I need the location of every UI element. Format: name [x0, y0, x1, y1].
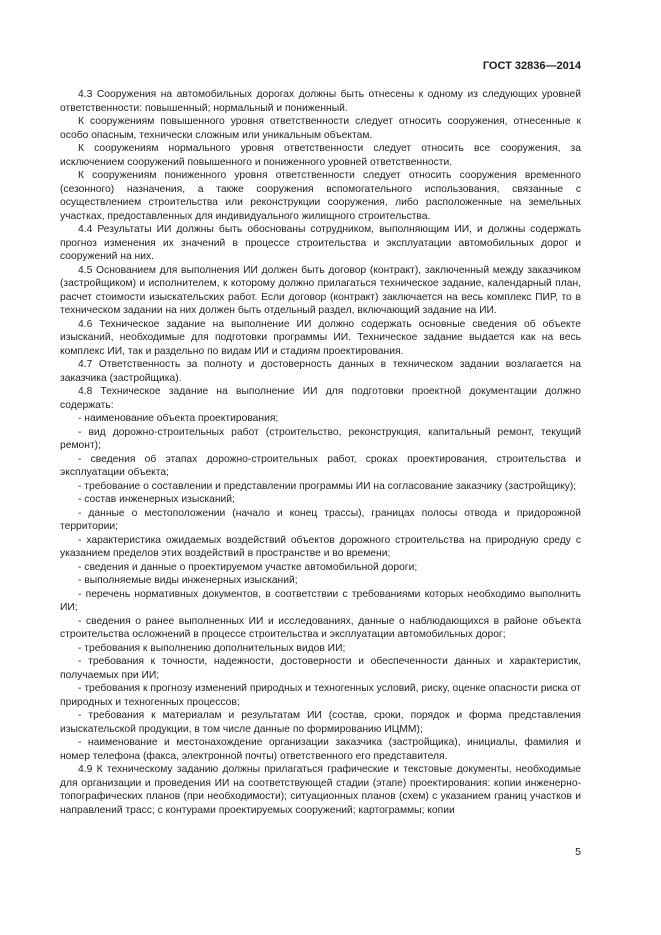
list-item: - требования к выполнению дополнительных видов ИИ; [78, 642, 346, 654]
list-item: - перечень нормативных документов, в соответствии с требованиями которых необходимо выполнить ИИ; [60, 588, 581, 613]
list-item: - требования к точности, надежности, достоверности и обеспеченности данных и характеристик, получаемых при ИИ; [60, 656, 581, 681]
list-item: - сведения и данные о проектируемом участке автомобильной дороги; [78, 561, 418, 573]
page-number: 5 [575, 846, 581, 858]
list-item: - выполняемые виды инженерных изысканий; [78, 575, 298, 586]
paragraph: К сооружениям нормального уровня ответственности следует относить все сооружения, за исключением сооружений повышенного и пониженного уровней ответственности. [60, 143, 581, 168]
list-item: - требования к прогнозу изменений природных и техногенных условий, риску, оценке опасности риска от природных и техногенных процессов; [60, 683, 581, 708]
list-item: - данные о местоположении (начало и конец трассы), границах полосы отвода и придорожной территории; [60, 507, 581, 532]
list-item: - требование о составлении и представлении программы ИИ на согласование заказчику (застройщику); [78, 480, 577, 492]
paragraph: 4.4 Результаты ИИ должны быть обоснованы сотрудником, выполняющим ИИ, и должны содержать прогноз изменения их значений в процессе строительства и эксплуатации автомобильных дорог и сооружений на них. [60, 224, 581, 262]
list-item: - сведения о ранее выполненных ИИ и исследованиях, данные о наблюдающихся в районе объекта строительства осложнений в процессе строительства и эксплуатации автомобильных дорог; [60, 615, 581, 640]
paragraph: К сооружениям повышенного уровня ответственности следует относить сооружения, отнесенные к особо опасным, технически сложным или уникальным объектам. [60, 116, 581, 141]
list-item: - вид дорожно-строительных работ (строительство, реконструкция, капитальный ремонт, текущий ремонт); [60, 426, 581, 451]
paragraph: 4.8 Техническое задание на выполнение ИИ для подготовки проектной документации должно содержать: [60, 386, 581, 411]
paragraph: 4.7 Ответственность за полноту и достоверность данных в техническом задании возлагается на заказчика (застройщика). [60, 359, 581, 384]
document-body [60, 88, 581, 817]
list-item: - характеристика ожидаемых воздействий объектов дорожного строительства на природную среду с указанием пределов этих воздействий в пространстве и во времени; [60, 534, 581, 559]
paragraph: 4.6 Техническое задание на выполнение ИИ должно содержать основные сведения об объекте изысканий, необходимые для подготовки программы ИИ. Техническое задание выдается как на весь комплекс ИИ, так и раздельно по видам ИИ и стадиям проектирования. [60, 318, 581, 357]
paragraph: 4.3 Сооружения на автомобильных дорогах должны быть отнесены к одному из следующих уровней ответственности: повышенный; нормальный и пониженный. [60, 89, 581, 114]
list-item: - наименование объекта проектирования; [78, 413, 279, 424]
standard-code-header: ГОСТ 32836—2014 [482, 60, 581, 72]
list-item: - сведения об этапах дорожно-строительных работ, сроках проектирования, строительства и эксплуатации объекта; [60, 453, 581, 478]
paragraph: К сооружениям пониженного уровня ответственности следует относить сооружения временного (сезонного) назначения, а также сооружения вспомогательного использования, связанные с осуществлением строительства или реконструкции сооружения, либо расположенные на земельных участках, предоставленных для индивидуального жилищного строительства. [60, 170, 581, 222]
list-item: - требования к материалам и результатам ИИ (состав, сроки, порядок и форма представления изыскательской продукции, в том числе данные по формированию ИЦММ); [60, 710, 581, 735]
paragraph: 4.5 Основанием для выполнения ИИ должен быть договор (контракт), заключенный между заказчиком (застройщиком) и исполнителем, к которому должно прилагаться техническое задание, календарный план, расчет стоимости изыскательских работ. Если договор (контракт) заключается на весь комплекс ПИР, то в техническом задании на них должен быть отдельный раздел, включающий задание на ИИ. [60, 264, 581, 316]
list-item: - состав инженерных изысканий; [78, 494, 235, 505]
list-item: - наименование и местонахождение организации заказчика (застройщика), инициалы, фамилия и номер телефона (факса, электронной почты) ответственного его представителя. [60, 737, 581, 762]
paragraph: 4.9 К техническому заданию должны прилагаться графические и текстовые документы, необходимые для организации и проведения ИИ на соответствующей стадии (этапе) проектирования: копии инженерно-топографических планов (при необходимости); ситуационных планов (схем) с указанием границ участков и направлений трасс; с контурами проектируемых сооружений; картограммы; копии [60, 764, 581, 816]
